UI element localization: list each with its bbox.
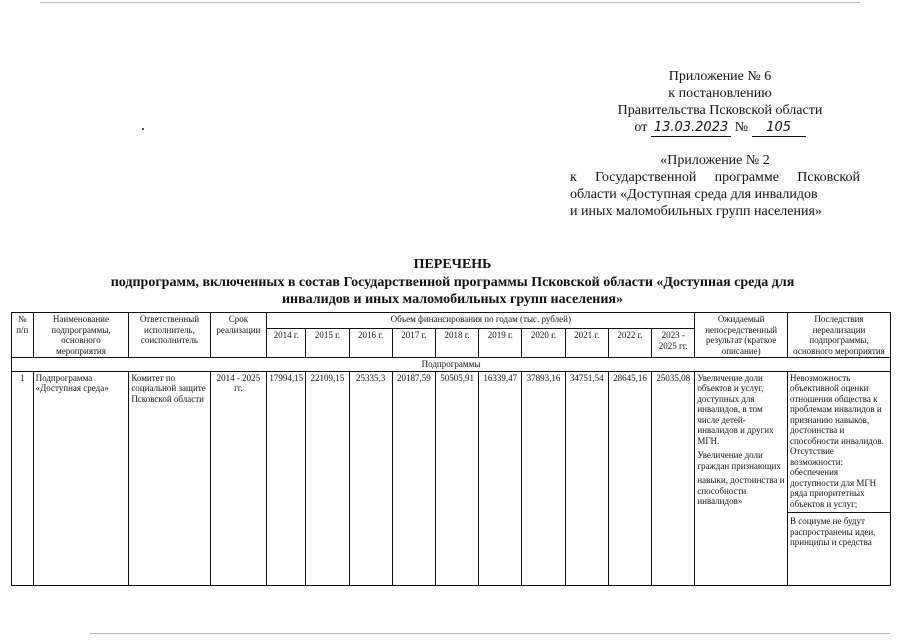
annex2-line3: области «Доступная среда для инвалидов [570, 187, 818, 202]
row-name: Подпрограмма «Доступная среда» [33, 371, 129, 585]
row-num: 1 [12, 371, 34, 585]
number-prefix: № [734, 120, 749, 135]
consequences-para-1: Невозможность объективной оценки отношения общества к проблемам инвалидов и признанию навыков, достоинства и способности инвалидов. Отсутствие возможности: обеспечения доступности для МГН ряда приоритетных объектов и услуг; [788, 372, 890, 514]
year-header: 2014 г. [267, 329, 306, 358]
col-header-consequences: Последствия нереализации подпрограммы, основного мероприятия [787, 313, 890, 358]
row-value: 16339,47 [479, 371, 522, 585]
scan-speck [142, 128, 144, 130]
year-header: 2018 г. [435, 329, 478, 358]
row-expected [695, 371, 788, 585]
section-row [12, 358, 891, 372]
year-header: 2023 - 2025 гг. [652, 329, 695, 358]
row-term: 2014 - 2025 гг. [210, 371, 267, 585]
col-header-num: № п/п [12, 313, 34, 358]
year-header: 2020 г. [522, 329, 565, 358]
year-header: 2021 г. [565, 329, 608, 358]
table-row [12, 371, 891, 585]
row-value: 25335,3 [349, 371, 392, 585]
annex-line1: Приложение № 6 [668, 69, 772, 84]
document-subtitle-1: подпрограмм, включенных в состав Государственной программы Псковской области «Доступная среда для [110, 275, 795, 290]
document-title: ПЕРЕЧЕНЬ [413, 257, 492, 272]
annex-line2: к постановлению [668, 86, 772, 101]
row-consequences [787, 371, 890, 585]
annex2-line2: к Государственной программе Псковской [570, 170, 860, 185]
handwritten-date: 13.03.2023 [651, 119, 731, 137]
row-value: 28645,16 [608, 371, 651, 585]
annex-block [600, 68, 840, 137]
row-executor: Комитет по социальной защите Псковской области [129, 371, 210, 585]
row-value: 25035,08 [652, 371, 695, 585]
date-prefix: от [634, 120, 648, 135]
expected-para-2: Увеличение доли граждан признающих [697, 450, 781, 471]
year-header: 2022 г. [608, 329, 651, 358]
row-value: 17994,15 [267, 371, 306, 585]
handwritten-number: 105 [752, 119, 806, 137]
annex2-line4: и иных маломобильных групп населения» [570, 204, 822, 219]
annex2-line1: «Приложение № 2 [660, 153, 770, 168]
row-value: 22109,15 [306, 371, 349, 585]
col-header-executor: Ответственный исполнитель, соисполнитель [129, 313, 210, 358]
expected-para-1: Увеличение доли объектов и услуг, доступных для инвалидов, в том числе детей-инвалидов и других МГН. [697, 372, 774, 446]
col-header-name: Наименование подпрограммы, основного мероприятия [33, 313, 129, 358]
row-value: 50505,91 [435, 371, 478, 585]
header-row [12, 313, 891, 329]
annex-date-line [600, 119, 840, 137]
annex-line3: Правительства Псковской области [617, 103, 823, 118]
row-value: 34751,54 [565, 371, 608, 585]
year-header: 2016 г. [349, 329, 392, 358]
scan-edge-top [40, 2, 860, 3]
expected-para-3: навыки, достоинства и способности инвалидов» [697, 475, 785, 506]
document-subtitle-2: инвалидов и иных маломобильных групп населения» [281, 292, 624, 307]
year-header: 2017 г. [392, 329, 435, 358]
row-value: 37893,16 [522, 371, 565, 585]
row-value: 20187,59 [392, 371, 435, 585]
col-header-funding: Объем финансирования по годам (тыс. рублей) [267, 313, 695, 329]
year-header: 2019 г. [479, 329, 522, 358]
col-header-term: Срок реализации [210, 313, 267, 358]
annex2-block [570, 152, 860, 220]
col-header-expected: Ожидаемый непосредственный результат (краткое описание) [695, 313, 788, 358]
year-header: 2015 г. [306, 329, 349, 358]
subprogram-table [11, 312, 891, 586]
consequences-para-2: В социуме не будут распространены идеи, принципы и средства [789, 516, 876, 547]
section-label: Подпрограммы [12, 358, 891, 372]
scan-edge-bottom [90, 633, 890, 634]
